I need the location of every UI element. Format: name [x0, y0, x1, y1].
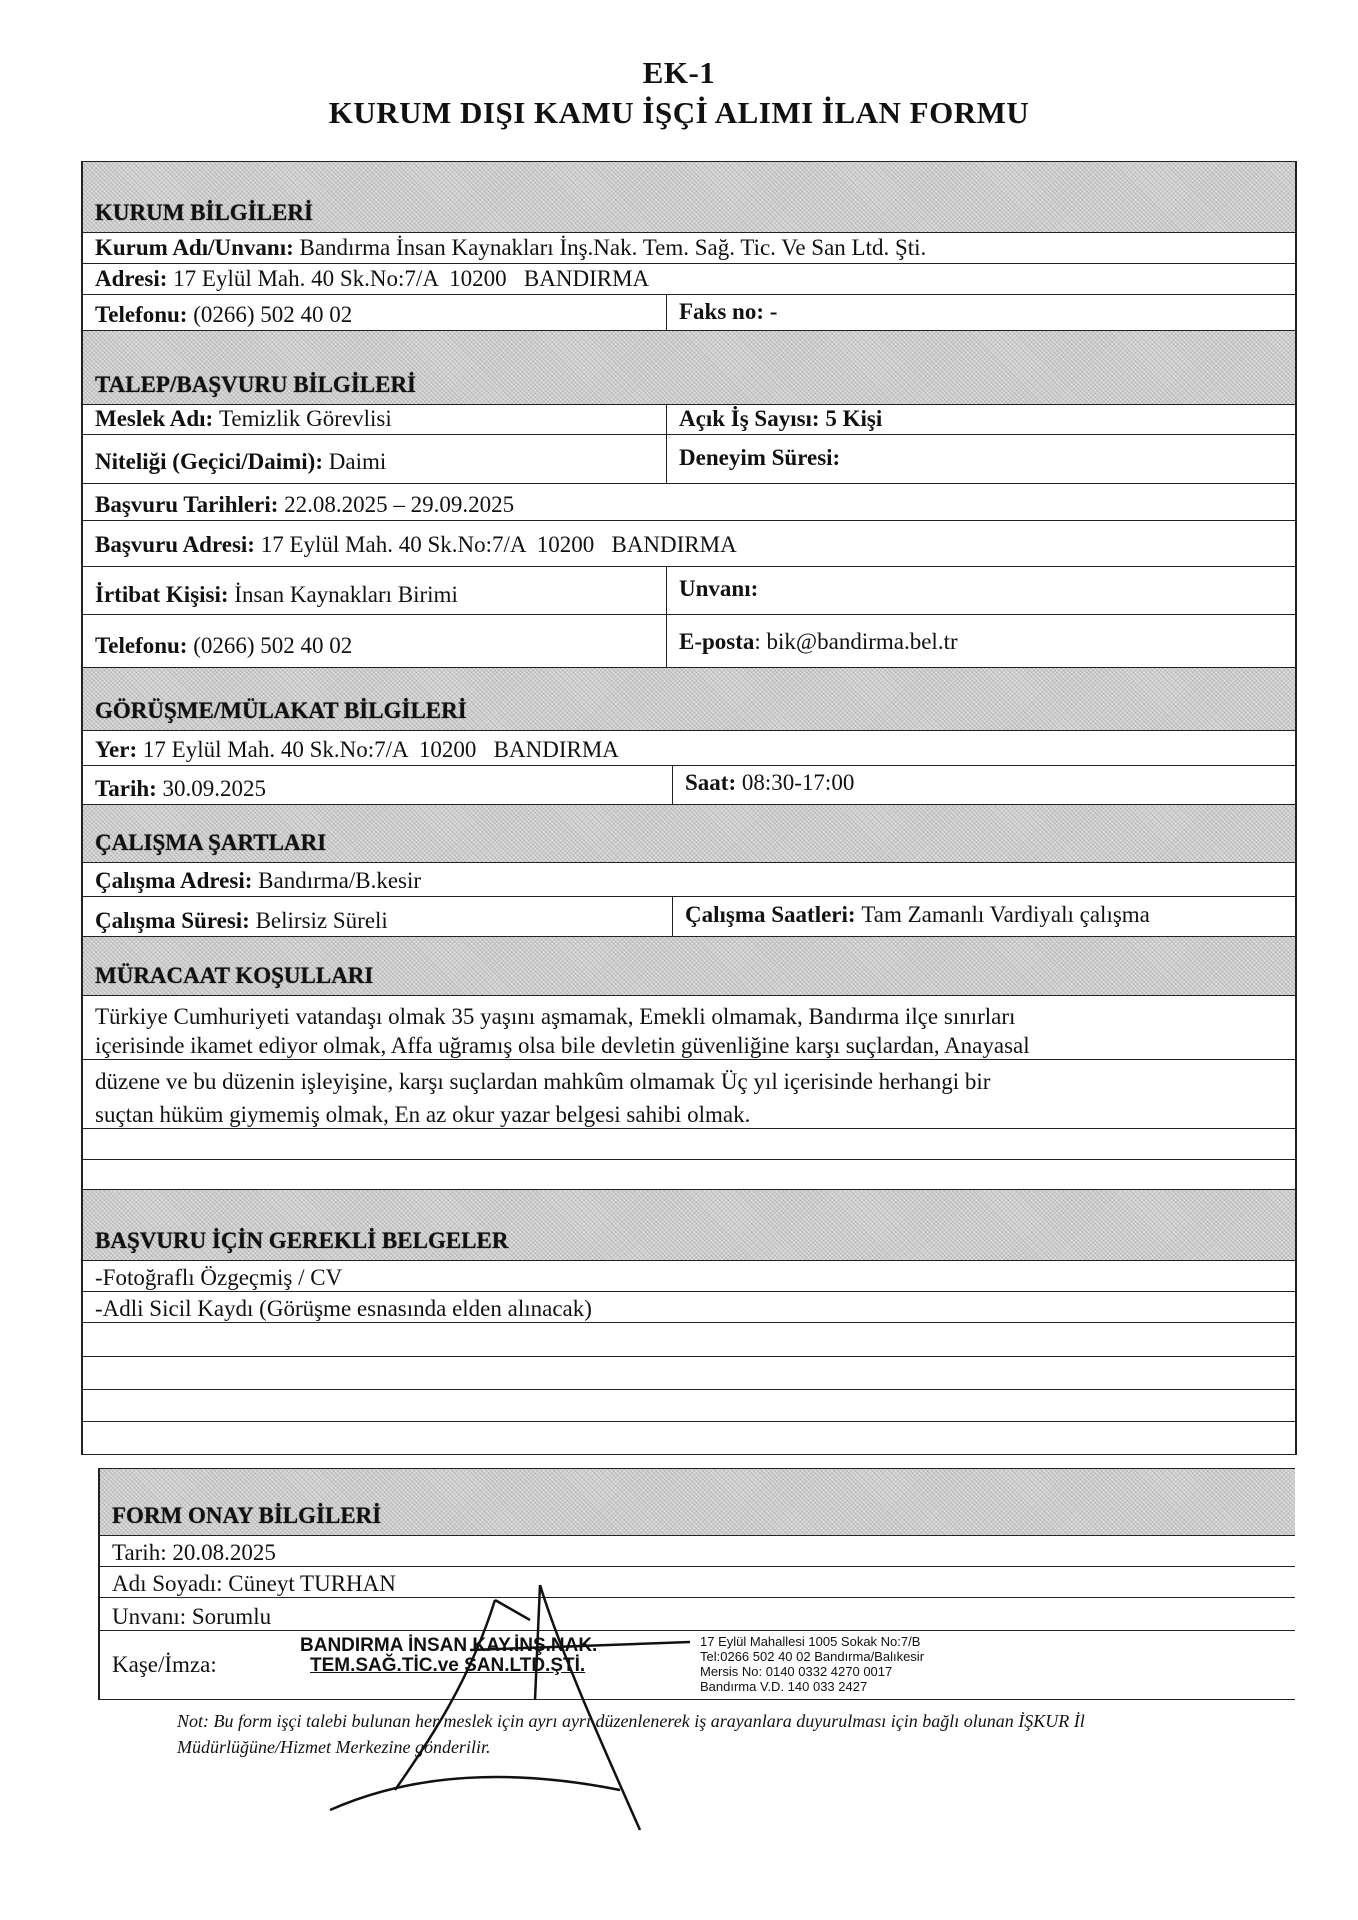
approval-title: Unvanı: Sorumlu	[100, 1597, 1295, 1630]
job-row	[83, 404, 1295, 434]
contact-person: İnsan Kaynakları Birimi	[234, 582, 458, 607]
form-title: KURUM DIŞI KAMU İŞÇİ ALIMI İLAN FORMU	[328, 95, 1030, 130]
contact-row	[83, 566, 1295, 614]
label: Telefonu:	[95, 633, 188, 658]
kurum-name-row	[83, 232, 1295, 263]
work-address: Bandırma/B.kesir	[258, 868, 422, 893]
stamp-line: BANDIRMA İNSAN KAY.İNŞ.NAK.	[300, 1635, 598, 1656]
label: Faks no:	[679, 298, 764, 324]
document-item: -Fotoğraflı Özgeçmiş / CV	[83, 1260, 1295, 1291]
work-duration: Belirsiz Süreli	[255, 908, 388, 933]
stamp-line: 17 Eylül Mahallesi 1005 Sokak No:7/B	[700, 1634, 921, 1649]
job-type: Daimi	[328, 449, 387, 474]
label: Adresi:	[95, 266, 168, 291]
application-dates: 22.08.2025 – 29.09.2025	[284, 492, 515, 517]
interview-date: 30.09.2025	[162, 776, 267, 801]
dates-row	[83, 483, 1295, 520]
label: Çalışma Süresi:	[95, 908, 250, 933]
document-item: -Adli Sicil Kaydı (Görüşme esnasında elden alınacak)	[83, 1291, 1295, 1322]
label: Saat:	[685, 770, 737, 795]
label: İrtibat Kişisi:	[95, 582, 229, 607]
label: Başvuru Tarihleri:	[95, 492, 279, 517]
label: Telefonu:	[95, 302, 188, 327]
company-stamp	[300, 1636, 597, 1676]
blank-row	[83, 1421, 1295, 1454]
approval-name: Adı Soyadı: Cüneyt TURHAN	[100, 1566, 1295, 1597]
approval-table	[98, 1468, 1295, 1700]
interview-place: 17 Eylül Mah. 40 Sk.No:7/A 10200 BANDIRMA	[142, 737, 619, 762]
label: Tarih:	[95, 776, 157, 801]
condition-line: düzene ve bu düzenin işleyişine, karşı suçlardan mahkûm olmamak Üç yıl içerisinde herhangi bir	[83, 1059, 1295, 1095]
application-address: 17 Eylül Mah. 40 Sk.No:7/A 10200 BANDIRMA	[260, 532, 737, 557]
label: Açık İş Sayısı:	[679, 406, 820, 431]
kurum-fax: -	[769, 298, 778, 324]
section-calisma: ÇALIŞMA ŞARTLARI	[83, 804, 1295, 862]
label: E-posta	[679, 629, 755, 654]
label: Yer:	[95, 737, 138, 762]
label: Niteliği (Geçici/Daimi):	[95, 449, 324, 474]
stamp-line: TEM.SAĞ.TİC.ve SAN.LTD.ŞTİ.	[310, 1655, 586, 1676]
kurum-phone: (0266) 502 40 02	[193, 302, 353, 327]
type-row	[83, 434, 1295, 483]
approval-stamp-row	[100, 1630, 1295, 1700]
blank-row	[83, 1128, 1295, 1159]
label: Çalışma Saatleri:	[685, 902, 856, 927]
section-muracaat: MÜRACAAT KOŞULLARI	[83, 936, 1295, 995]
kurum-phone-row	[83, 294, 1295, 330]
blank-row	[83, 1159, 1295, 1189]
section-talep: TALEP/BAŞVURU BİLGİLERİ	[83, 330, 1295, 404]
apply-address-row	[83, 520, 1295, 566]
company-stamp-details	[700, 1634, 924, 1694]
footer-note: Not: Bu form işçi talebi bulunan her meslek için ayrı ayrı düzenlenerek iş arayanlara duyurulması için bağlı olunan İŞKUR İl Müdürlüğüne/Hizmet Merkezine gönderilir.	[177, 1711, 1085, 1757]
blank-row	[83, 1389, 1295, 1421]
stamp-line: Bandırma V.D. 140 033 2427	[700, 1679, 868, 1694]
work-hours: Tam Zamanlı Vardiyalı çalışma	[861, 902, 1150, 927]
main-form-table	[81, 161, 1297, 1455]
section-belgeler: BAŞVURU İÇİN GEREKLİ BELGELER	[83, 1189, 1295, 1260]
section-kurum: KURUM BİLGİLERİ	[83, 161, 1295, 232]
kurum-name: Bandırma İnsan Kaynakları İnş.Nak. Tem. Sağ. Tic. Ve San Ltd. Şti.	[299, 235, 927, 260]
label: Çalışma Adresi:	[95, 868, 253, 893]
condition-line: Türkiye Cumhuriyeti vatandaşı olmak 35 yaşını aşmamak, Emekli olmamak, Bandırma ilçe sınırları	[83, 995, 1295, 1030]
interview-place-row	[83, 730, 1295, 765]
kurum-address-row	[83, 263, 1295, 294]
stamp-label: Kaşe/İmza:	[112, 1652, 217, 1677]
contact-phone-row	[83, 614, 1295, 667]
blank-row	[83, 1356, 1295, 1389]
form-code: EK-1	[642, 55, 716, 90]
section-gorusme: GÖRÜŞME/MÜLAKAT BİLGİLERİ	[83, 667, 1295, 730]
section-onay: FORM ONAY BİLGİLERİ	[100, 1468, 1295, 1535]
label: Başvuru Adresi:	[95, 532, 255, 557]
label: Unvanı:	[679, 576, 759, 601]
stamp-line: Tel:0266 502 40 02 Bandırma/Balıkesir	[700, 1649, 925, 1664]
contact-email[interactable]: : bik@bandirma.bel.tr	[754, 629, 958, 654]
job-name: Temizlik Görevlisi	[218, 406, 392, 431]
label: Deneyim Süresi:	[679, 445, 841, 470]
approval-date: Tarih: 20.08.2025	[100, 1535, 1295, 1566]
work-duration-row	[83, 896, 1295, 936]
label: Kurum Adı/Unvanı:	[95, 235, 294, 260]
label: Meslek Adı:	[95, 406, 214, 431]
blank-row	[83, 1322, 1295, 1356]
condition-line: suçtan hüküm giymemiş olmak, En az okur yazar belgesi sahibi olmak.	[95, 1102, 751, 1127]
interview-date-row	[83, 765, 1295, 804]
interview-time: 08:30-17:00	[741, 770, 855, 795]
openings-count: 5 Kişi	[825, 406, 883, 431]
condition-line: içerisinde ikamet ediyor olmak, Affa uğramış olsa bile devletin güvenliğine karşı suçlardan, Anayasal	[95, 1033, 1030, 1058]
contact-phone: (0266) 502 40 02	[193, 633, 353, 658]
work-address-row	[83, 862, 1295, 896]
stamp-line: Mersis No: 0140 0332 4270 0017	[700, 1664, 893, 1679]
kurum-address: 17 Eylül Mah. 40 Sk.No:7/A 10200 BANDIRMA	[173, 266, 650, 291]
